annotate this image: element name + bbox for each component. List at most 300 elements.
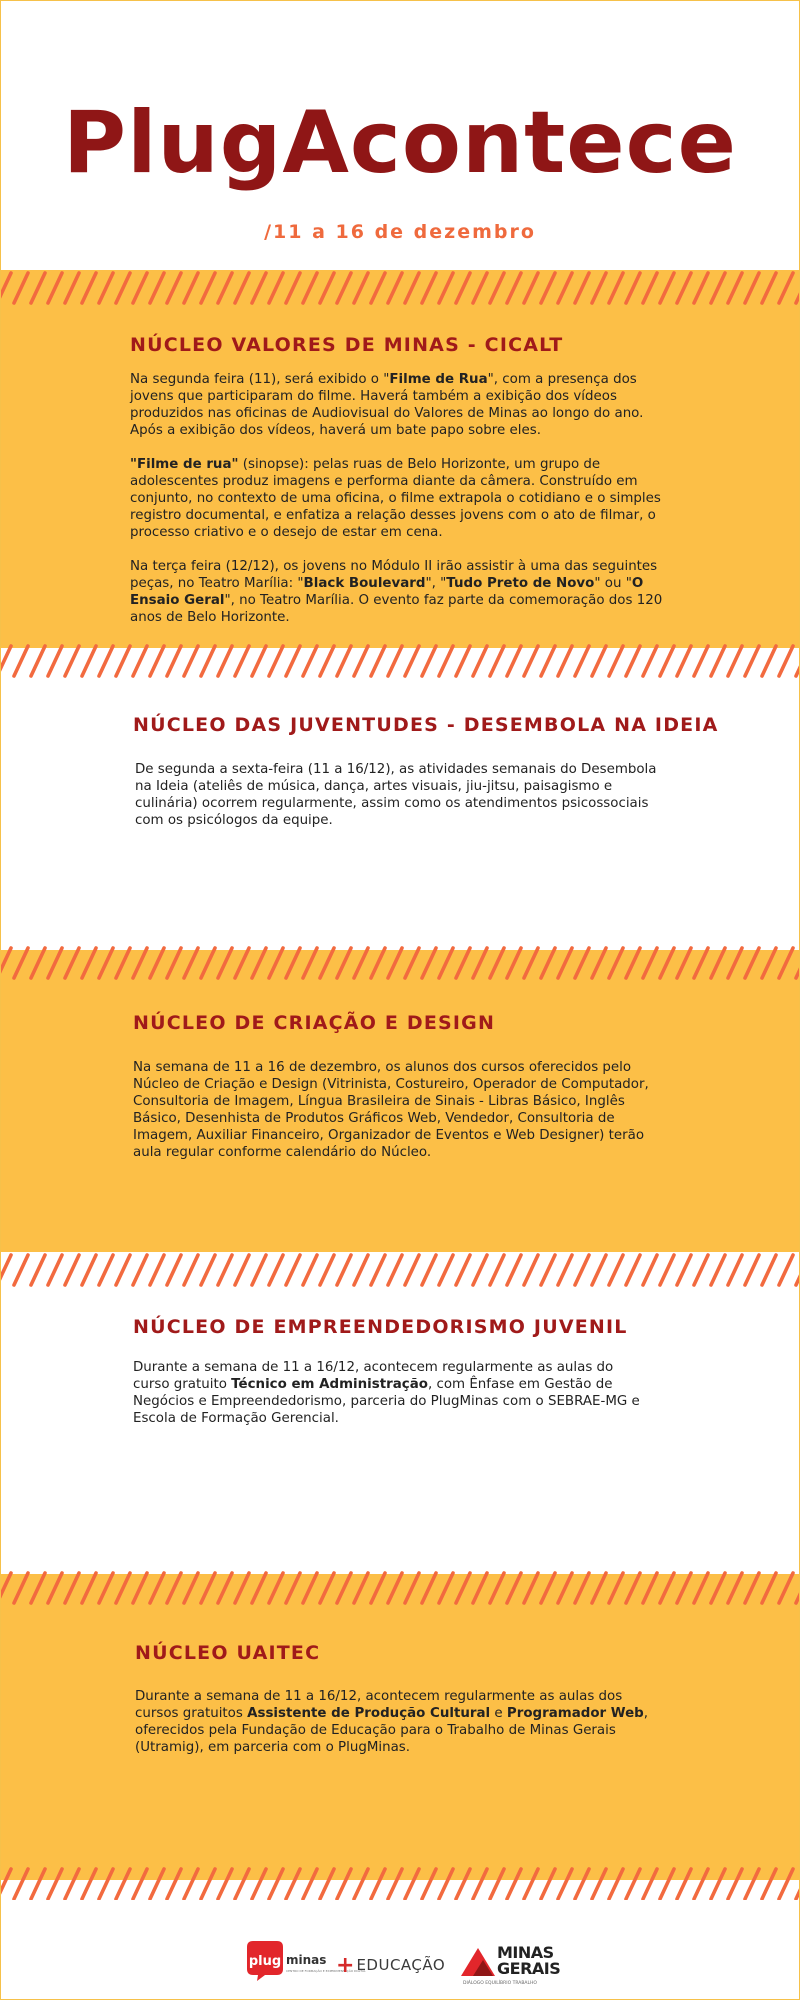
stripe-slash [422, 1573, 436, 1603]
stripe-slash [745, 948, 759, 978]
stripe-slash [439, 273, 453, 303]
stripe-slash [694, 273, 708, 303]
section-body-empreendedorismo [133, 1359, 653, 1444]
stripe-slash [133, 1573, 147, 1603]
stripe-slash [490, 646, 504, 676]
stripe-slash [745, 1573, 759, 1603]
stripe-slash [235, 1869, 249, 1899]
text-run: Na semana de 11 a 16 de dezembro, os alunos dos cursos oferecidos pelo Núcleo de Criação e Design (Vitrinista, Costureiro, Operador de Computador, Consultoria de Imagem, Língua Brasileira de Sinais - Libras Básico, Inglês Básico, Desenhista de Produtos Gráficos Web, Vendedor, Consultoria de Imagem, Auxiliar Financeiro, Organizador de Eventos e Web Designer) terão aula regular conforme calendário do Núcleo. [133, 1060, 649, 1160]
stripe-slash [252, 273, 266, 303]
stripe-slash [337, 273, 351, 303]
stripe-slash [99, 273, 113, 303]
stripe-slash [269, 273, 283, 303]
stripe-slash [65, 646, 79, 676]
stripe-slash [48, 1573, 62, 1603]
plug-logo-tagline: CENTRO DE FORMAÇÃO E EXPERIMENTAÇÃO DIGITAL [286, 1969, 366, 1973]
stripe-slash [405, 948, 419, 978]
stripe-slash [133, 948, 147, 978]
stripe-slash [48, 1869, 62, 1899]
stripe-slash [116, 1869, 130, 1899]
stripe-slash [796, 273, 800, 303]
bold-text: Assistente de Produção Cultural [247, 1706, 491, 1721]
stripe-slash [218, 646, 232, 676]
stripe-slash [507, 1573, 521, 1603]
stripe-slash [439, 646, 453, 676]
stripe-slash [507, 948, 521, 978]
stripe-slash [269, 1573, 283, 1603]
stripe-slash [167, 646, 181, 676]
stripe-slash [337, 1255, 351, 1285]
stripe-slash [116, 646, 130, 676]
stripe-slash [473, 1255, 487, 1285]
stripe-slash [422, 646, 436, 676]
stripe-slash [762, 646, 776, 676]
stripe-slash [592, 1869, 606, 1899]
stripe-slash [320, 273, 334, 303]
stripe-slash [439, 1255, 453, 1285]
stripe-slash [0, 1255, 11, 1285]
stripe-slash [150, 1869, 164, 1899]
stripe-slash [235, 1573, 249, 1603]
stripe-slash [99, 1869, 113, 1899]
stripe-divider [0, 1570, 800, 1606]
stripe-slash [303, 1573, 317, 1603]
stripe-slash [218, 1573, 232, 1603]
text-run: Durante a semana de 11 a 16/12, acontecem regularmente as aulas dos cursos gratuitos [135, 1689, 623, 1721]
section-paragraph [130, 371, 675, 439]
stripe-slash [65, 1573, 79, 1603]
stripe-slash [558, 948, 572, 978]
stripe-slash [371, 646, 385, 676]
stripe-slash [456, 1255, 470, 1285]
section-body-uaitec [135, 1688, 655, 1773]
stripe-slash [201, 1573, 215, 1603]
stripe-slash [728, 273, 742, 303]
text-run: " ou " [594, 576, 632, 591]
stripe-slash [269, 1255, 283, 1285]
stripe-slash [779, 1255, 793, 1285]
stripe-slash [762, 273, 776, 303]
stripe-slash [337, 1869, 351, 1899]
stripe-slash [388, 948, 402, 978]
stripe-divider [0, 1866, 800, 1902]
stripe-divider [0, 270, 800, 306]
stripe-slash [575, 1869, 589, 1899]
stripe-slash [524, 646, 538, 676]
stripe-slash [167, 1255, 181, 1285]
stripe-slash [286, 1573, 300, 1603]
stripe-slash [337, 646, 351, 676]
header [0, 0, 800, 270]
stripe-slash [490, 273, 504, 303]
stripe-slash [643, 948, 657, 978]
stripe-slash [371, 1573, 385, 1603]
stripe-slash [218, 273, 232, 303]
stripe-slash [728, 1869, 742, 1899]
stripe-slash [490, 1869, 504, 1899]
stripe-slash [48, 646, 62, 676]
stripe-slash [235, 646, 249, 676]
stripe-slash [762, 1255, 776, 1285]
stripe-slash [541, 273, 555, 303]
section-paragraph [135, 761, 675, 829]
section-body-criacao [133, 1059, 663, 1178]
educacao-logo-text: EDUCAÇÃO [356, 1956, 446, 1974]
stripe-slash [745, 1869, 759, 1899]
text-run: , oferecidos pela Fundação de Educação para o Trabalho de Minas Gerais (Utramig), em parceria com o PlugMinas. [135, 1706, 649, 1755]
stripe-slash [0, 273, 11, 303]
stripe-slash [0, 948, 11, 978]
stripe-slash [558, 1869, 572, 1899]
stripe-slash [507, 273, 521, 303]
stripe-slash [150, 948, 164, 978]
stripe-slash [541, 1869, 555, 1899]
stripe-slash [643, 646, 657, 676]
stripe-slash [728, 646, 742, 676]
stripe-slash [269, 1869, 283, 1899]
text-run: ", com a presença dos jovens que participaram do filme. Haverá também a exibição dos vídeos produzidos nas oficinas de Audiovisual do Valores de Minas ao longo do ano. Após a exibição dos vídeos, haverá um bate papo sobre eles. [130, 372, 644, 438]
stripe-slash [201, 1255, 215, 1285]
stripe-slash [626, 273, 640, 303]
stripe-slash [796, 1573, 800, 1603]
stripe-slash [31, 646, 45, 676]
stripe-slash [558, 646, 572, 676]
stripe-slash [524, 273, 538, 303]
stripe-slash [99, 1255, 113, 1285]
stripe-slash [167, 1573, 181, 1603]
stripe-slash [541, 1573, 555, 1603]
stripe-slash [388, 273, 402, 303]
stripe-slash [82, 948, 96, 978]
stripe-slash [218, 1869, 232, 1899]
stripe-slash [235, 948, 249, 978]
stripe-slash [286, 273, 300, 303]
stripe-slash [167, 948, 181, 978]
stripe-slash [201, 1869, 215, 1899]
stripe-slash [286, 1255, 300, 1285]
stripe-slash [0, 646, 11, 676]
stripe-divider [0, 1252, 800, 1288]
stripe-slash [201, 646, 215, 676]
stripe-slash [354, 646, 368, 676]
stripe-slash [14, 646, 28, 676]
stripe-slash [575, 1573, 589, 1603]
stripe-slash [745, 646, 759, 676]
stripe-slash [116, 1573, 130, 1603]
stripe-slash [184, 646, 198, 676]
stripe-slash [592, 1573, 606, 1603]
stripe-slash [405, 273, 419, 303]
stripe-slash [643, 1869, 657, 1899]
stripe-slash [524, 948, 538, 978]
stripe-slash [405, 1255, 419, 1285]
stripe-slash [82, 1869, 96, 1899]
stripe-slash [14, 273, 28, 303]
plugminas-logo [243, 1939, 366, 1983]
stripe-slash [337, 1573, 351, 1603]
stripe-slash [184, 273, 198, 303]
minas-logo-word: minas [286, 1953, 327, 1967]
stripe-slash [643, 273, 657, 303]
stripe-slash [133, 273, 147, 303]
stripe-slash [82, 1255, 96, 1285]
minas-gerais-logo [461, 1936, 573, 1986]
stripe-slash [796, 1869, 800, 1899]
stripe-slash [456, 646, 470, 676]
stripe-slash [779, 948, 793, 978]
section-title-empreendedorismo: NÚCLEO DE EMPREENDEDORISMO JUVENIL [133, 1316, 628, 1338]
stripe-slash [48, 948, 62, 978]
stripe-slash [609, 273, 623, 303]
stripe-slash [303, 1255, 317, 1285]
stripe-slash [320, 1869, 334, 1899]
stripe-slash [303, 646, 317, 676]
stripe-slash [354, 273, 368, 303]
section-paragraph [133, 1359, 653, 1427]
stripe-slash [796, 646, 800, 676]
stripe-slash [201, 273, 215, 303]
stripe-slash [320, 1573, 334, 1603]
bold-text: O Ensaio Geral [130, 576, 644, 608]
stripe-pattern [0, 270, 800, 306]
stripe-slash [728, 1573, 742, 1603]
stripe-slash [150, 646, 164, 676]
stripe-slash [252, 948, 266, 978]
stripe-slash [439, 1573, 453, 1603]
stripe-slash [473, 273, 487, 303]
stripe-slash [116, 273, 130, 303]
stripe-slash [286, 646, 300, 676]
stripe-slash [354, 1255, 368, 1285]
educacao-logo [336, 1950, 445, 1980]
stripe-slash [592, 948, 606, 978]
stripe-slash [354, 948, 368, 978]
section-paragraph [130, 456, 675, 541]
stripe-slash [592, 646, 606, 676]
stripe-slash [490, 1255, 504, 1285]
section-title-valores: NÚCLEO VALORES DE MINAS - CICALT [130, 334, 564, 356]
section-body-valores [130, 371, 675, 643]
stripe-slash [167, 273, 181, 303]
stripe-slash [184, 1869, 198, 1899]
stripe-slash [286, 948, 300, 978]
stripe-slash [0, 1573, 11, 1603]
section-title-juventudes: NÚCLEO DAS JUVENTUDES - DESEMBOLA NA IDEIA [133, 714, 719, 736]
stripe-slash [48, 273, 62, 303]
stripe-slash [456, 1573, 470, 1603]
stripe-slash [728, 948, 742, 978]
stripe-slash [609, 1869, 623, 1899]
stripe-slash [422, 948, 436, 978]
stripe-slash [388, 1255, 402, 1285]
stripe-slash [745, 273, 759, 303]
stripe-slash [473, 948, 487, 978]
stripe-slash [524, 1573, 538, 1603]
stripe-slash [405, 1869, 419, 1899]
stripe-slash [303, 948, 317, 978]
section-title-criacao: NÚCLEO DE CRIAÇÃO E DESIGN [133, 1012, 496, 1034]
stripe-slash [388, 1869, 402, 1899]
stripe-slash [626, 1573, 640, 1603]
stripe-slash [507, 1869, 521, 1899]
stripe-slash [116, 948, 130, 978]
stripe-slash [99, 948, 113, 978]
section-title-uaitec: NÚCLEO UAITEC [135, 1642, 321, 1664]
stripe-slash [626, 1869, 640, 1899]
stripe-slash [371, 1869, 385, 1899]
stripe-slash [711, 646, 725, 676]
stripe-slash [473, 646, 487, 676]
stripe-slash [660, 1573, 674, 1603]
stripe-slash [609, 1573, 623, 1603]
bold-text: Black Boulevard [303, 576, 426, 591]
text-run: ", " [425, 576, 447, 591]
stripe-slash [184, 948, 198, 978]
stripe-slash [150, 1573, 164, 1603]
stripe-slash [592, 1255, 606, 1285]
stripe-slash [252, 1255, 266, 1285]
stripe-pattern [0, 643, 800, 679]
stripe-slash [524, 1255, 538, 1285]
text-run: Na segunda feira (11), será exibido o " [130, 372, 390, 387]
stripe-slash [303, 273, 317, 303]
stripe-slash [473, 1869, 487, 1899]
stripe-slash [711, 273, 725, 303]
text-run: e [490, 1706, 507, 1721]
stripe-slash [575, 646, 589, 676]
stripe-slash [218, 1255, 232, 1285]
stripe-slash [31, 273, 45, 303]
stripe-slash [626, 948, 640, 978]
stripe-slash [48, 1255, 62, 1285]
text-run: De segunda a sexta-feira (11 a 16/12), as atividades semanais do Desembola na Ideia (ateliês de música, dança, artes visuais, jiu-jitsu, paisagismo e culinária) ocorrem regularmente, assim como os atendimentos psicossociais com os psicólogos da equipe. [135, 762, 657, 828]
stripe-slash [405, 646, 419, 676]
stripe-slash [660, 273, 674, 303]
stripe-slash [575, 273, 589, 303]
stripe-slash [354, 1573, 368, 1603]
stripe-slash [150, 1255, 164, 1285]
stripe-slash [728, 1255, 742, 1285]
stripe-slash [711, 1573, 725, 1603]
stripe-slash [507, 646, 521, 676]
stripe-slash [99, 646, 113, 676]
stripe-slash [371, 1255, 385, 1285]
stripe-pattern [0, 1252, 800, 1288]
stripe-divider [0, 643, 800, 679]
stripe-slash [796, 948, 800, 978]
stripe-slash [184, 1573, 198, 1603]
stripe-slash [405, 1573, 419, 1603]
stripe-slash [150, 273, 164, 303]
section-paragraph [130, 558, 675, 626]
stripe-slash [507, 1255, 521, 1285]
stripe-pattern [0, 1866, 800, 1902]
stripe-slash [14, 1255, 28, 1285]
stripe-slash [609, 1255, 623, 1285]
text-run: Na terça feira (12/12), os jovens no Módulo II irão assistir à uma das seguintes peças, no Teatro Marília: " [130, 559, 658, 591]
stripe-pattern [0, 1570, 800, 1606]
stripe-slash [575, 948, 589, 978]
stripe-slash [762, 1573, 776, 1603]
stripe-slash [388, 646, 402, 676]
stripe-pattern [0, 945, 800, 981]
stripe-slash [694, 948, 708, 978]
stripe-slash [456, 1869, 470, 1899]
stripe-slash [422, 1255, 436, 1285]
mg-logo-line2: GERAIS [497, 1959, 561, 1978]
mg-logo-tagline: DIÁLOGO EQUILÍBRIO TRABALHO [463, 1981, 537, 1986]
stripe-slash [82, 646, 96, 676]
stripe-slash [388, 1573, 402, 1603]
stripe-slash [439, 948, 453, 978]
stripe-slash [779, 1869, 793, 1899]
stripe-slash [14, 1573, 28, 1603]
stripe-slash [473, 1573, 487, 1603]
stripe-slash [677, 1869, 691, 1899]
stripe-slash [677, 273, 691, 303]
stripe-slash [694, 646, 708, 676]
page-title: PlugAcontece [63, 93, 737, 193]
stripe-slash [694, 1869, 708, 1899]
stripe-slash [456, 948, 470, 978]
stripe-slash [558, 273, 572, 303]
stripe-slash [592, 273, 606, 303]
stripe-slash [320, 948, 334, 978]
stripe-slash [14, 948, 28, 978]
bold-text: "Filme de rua" [130, 457, 239, 472]
stripe-slash [201, 948, 215, 978]
stripe-slash [558, 1573, 572, 1603]
section-paragraph [133, 1059, 663, 1161]
stripe-slash [660, 948, 674, 978]
date-range: /11 a 16 de dezembro [264, 221, 536, 243]
stripe-slash [167, 1869, 181, 1899]
stripe-slash [65, 1255, 79, 1285]
stripe-slash [626, 1255, 640, 1285]
stripe-slash [133, 646, 147, 676]
stripe-slash [541, 948, 555, 978]
stripe-slash [235, 1255, 249, 1285]
section-paragraph [135, 1688, 655, 1756]
stripe-slash [745, 1255, 759, 1285]
stripe-slash [133, 1869, 147, 1899]
stripe-slash [677, 948, 691, 978]
stripe-slash [796, 1255, 800, 1285]
stripe-slash [320, 1255, 334, 1285]
stripe-slash [490, 948, 504, 978]
bold-text: Tudo Preto de Novo [446, 576, 595, 591]
bold-text: Programador Web [506, 1706, 644, 1721]
plus-icon: + [336, 1952, 355, 1978]
bold-text: Filme de Rua [389, 372, 488, 387]
text-run: ", no Teatro Marília. O evento faz parte da comemoração dos 120 anos de Belo Horizonte. [130, 593, 663, 625]
stripe-slash [252, 646, 266, 676]
stripe-slash [694, 1573, 708, 1603]
stripe-slash [660, 646, 674, 676]
bold-text: Técnico em Administração [231, 1377, 428, 1392]
stripe-slash [779, 273, 793, 303]
stripe-slash [643, 1255, 657, 1285]
stripe-slash [626, 646, 640, 676]
stripe-slash [711, 1869, 725, 1899]
stripe-slash [218, 948, 232, 978]
stripe-slash [99, 1573, 113, 1603]
stripe-slash [575, 1255, 589, 1285]
stripe-slash [31, 948, 45, 978]
stripe-slash [422, 1869, 436, 1899]
stripe-slash [65, 273, 79, 303]
stripe-slash [320, 646, 334, 676]
